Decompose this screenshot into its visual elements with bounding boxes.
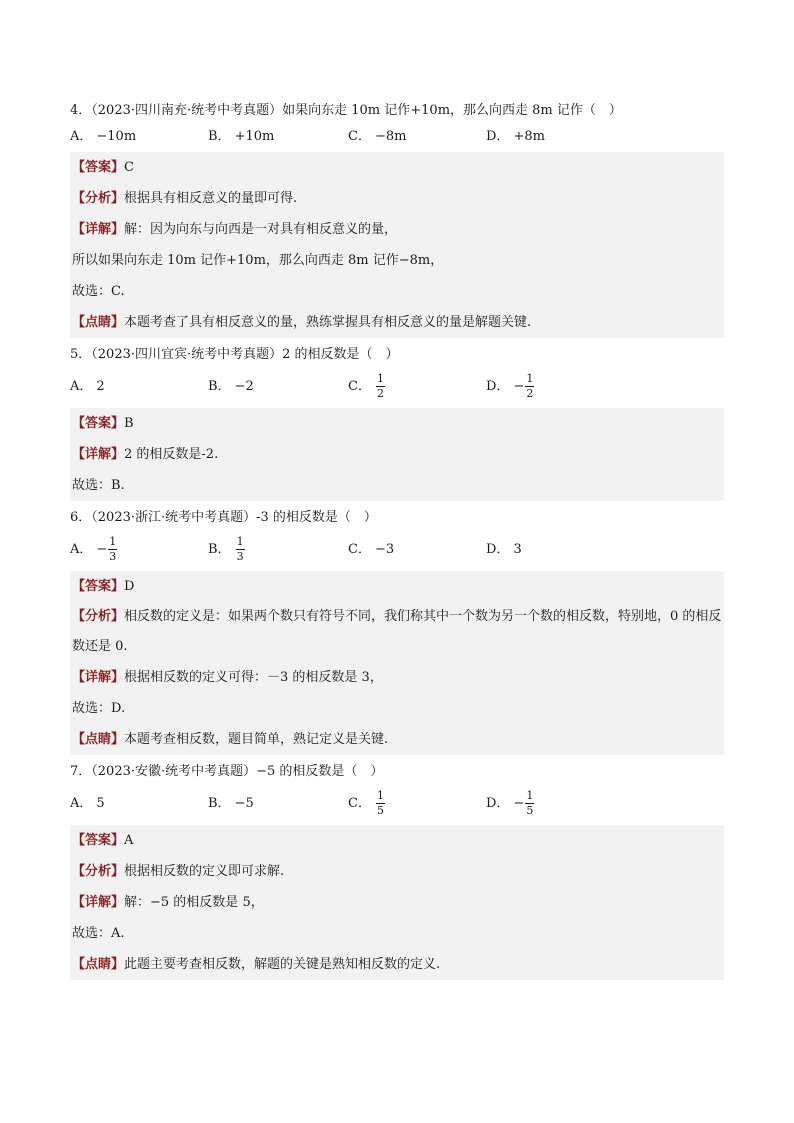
- option-text: −5: [234, 796, 254, 811]
- question-stem: 7．（2023·安徽·统考中考真题）−5 的相反数是（ ）: [70, 764, 384, 779]
- options-row: [70, 368, 724, 406]
- question-block: [70, 98, 724, 342]
- answer-panel: [70, 152, 724, 338]
- document-page: [70, 98, 724, 984]
- option-key: D．: [486, 796, 510, 811]
- option-c: [348, 785, 385, 823]
- fraction-numerator: 1: [526, 372, 534, 385]
- option-key: D．: [486, 542, 510, 557]
- answer-text: 解：因为向东与向西是一对具有相反意义的量，: [124, 222, 398, 237]
- fraction-denominator: 2: [376, 387, 384, 400]
- answer-row: [70, 662, 724, 693]
- option-text: +8m: [513, 129, 545, 144]
- option-text: +10m: [234, 129, 275, 144]
- options-row: [70, 124, 724, 150]
- fraction: [525, 373, 534, 400]
- option-key: B．: [208, 129, 231, 144]
- answer-row: [70, 408, 724, 439]
- answer-text: 根据相反数的定义即可求解.: [124, 864, 285, 879]
- option-a: [70, 785, 105, 823]
- answer-text: 根据具有相反意义的量即可得.: [124, 191, 298, 206]
- fraction-sign: −: [513, 796, 525, 811]
- answer-text: 根据相反数的定义可得：－3 的相反数是 3，: [124, 670, 383, 685]
- answer-row: [70, 602, 724, 662]
- question-stem: 4．（2023·四川南充·统考中考真题）如果向东走 10m 记作+10m，那么向西走 8m 记作（ ）: [70, 103, 622, 118]
- option-text: −10m: [96, 129, 137, 144]
- answer-row: [70, 856, 724, 887]
- answer-text: D: [124, 579, 135, 594]
- option-a: [70, 124, 136, 150]
- answer-text: 故选：D.: [72, 701, 126, 716]
- answer-tag: 【点睛】: [72, 732, 125, 747]
- answer-row: [70, 918, 724, 949]
- option-b: [208, 124, 274, 150]
- answer-text: B: [124, 416, 134, 431]
- option-key: B．: [208, 379, 231, 394]
- answer-row: [70, 214, 724, 245]
- answer-tag: 【详解】: [72, 895, 125, 910]
- answer-row: [70, 825, 724, 856]
- fraction-denominator: 5: [376, 804, 384, 817]
- fraction-denominator: 2: [526, 387, 534, 400]
- option-c: [348, 124, 406, 150]
- answer-row: [70, 949, 724, 980]
- option-key: A．: [70, 379, 93, 394]
- option-text: −2: [234, 379, 254, 394]
- option-key: C．: [348, 796, 371, 811]
- option-d: [486, 124, 545, 150]
- answer-row: [70, 571, 724, 602]
- option-a: [70, 531, 117, 569]
- answer-tag: 【答案】: [72, 416, 125, 431]
- fraction: [376, 373, 385, 400]
- answer-text: 故选：C.: [72, 284, 125, 299]
- answer-row: [70, 887, 724, 918]
- option-key: D．: [486, 379, 510, 394]
- answer-row: [70, 307, 724, 338]
- answer-text: 故选：A.: [72, 926, 125, 941]
- option-b: [208, 531, 245, 569]
- answer-tag: 【详解】: [72, 447, 125, 462]
- answer-panel: [70, 571, 724, 755]
- question-stem: 6．（2023·浙江·统考中考真题）-3 的相反数是（ ）: [70, 510, 377, 525]
- answer-text: 本题考查了具有相反意义的量，熟练掌握具有相反意义的量是解题关键.: [124, 315, 532, 330]
- answer-tag: 【点睛】: [72, 315, 125, 330]
- fraction: [376, 790, 385, 817]
- fraction-numerator: 1: [376, 372, 384, 385]
- question-block: [70, 342, 724, 505]
- answer-tag: 【答案】: [72, 160, 125, 175]
- answer-row: [70, 152, 724, 183]
- answer-tag: 【点睛】: [72, 957, 125, 972]
- answer-tag: 【分析】: [72, 191, 125, 206]
- option-text: 2: [96, 379, 105, 394]
- options-row: [70, 785, 724, 823]
- answer-row: [70, 183, 724, 214]
- option-key: A．: [70, 129, 93, 144]
- option-b: [208, 785, 254, 823]
- fraction: [525, 790, 534, 817]
- answer-tag: 【分析】: [72, 609, 125, 624]
- option-b: [208, 368, 254, 406]
- spacer: [70, 980, 724, 984]
- fraction-numerator: 1: [236, 535, 244, 548]
- option-c: [348, 368, 385, 406]
- option-key: A．: [70, 796, 93, 811]
- options-row: [70, 531, 724, 569]
- option-key: C．: [348, 542, 371, 557]
- answer-text: 2 的相反数是-2.: [124, 447, 219, 462]
- answer-text: 所以如果向东走 10m 记作+10m，那么向西走 8m 记作−8m，: [72, 253, 444, 268]
- fraction-sign: −: [513, 379, 525, 394]
- fraction-denominator: 3: [236, 550, 244, 563]
- option-key: B．: [208, 796, 231, 811]
- option-key: D．: [486, 129, 510, 144]
- option-a: [70, 368, 105, 406]
- answer-row: [70, 724, 724, 755]
- answer-text: 此题主要考查相反数，解题的关键是熟知相反数的定义.: [124, 957, 441, 972]
- answer-panel: [70, 825, 724, 980]
- answer-tag: 【详解】: [72, 222, 125, 237]
- fraction: [108, 536, 117, 563]
- answer-tag: 【答案】: [72, 579, 125, 594]
- answer-text: C: [124, 160, 134, 175]
- option-d: [486, 368, 534, 406]
- answer-panel: [70, 408, 724, 501]
- answer-row: [70, 470, 724, 501]
- option-text: 3: [513, 542, 522, 557]
- option-key: A．: [70, 542, 93, 557]
- option-text: 5: [96, 796, 105, 811]
- answer-text: 故选：B.: [72, 478, 125, 493]
- option-key: C．: [348, 129, 371, 144]
- option-c: [348, 531, 394, 569]
- answer-tag: 【详解】: [72, 670, 125, 685]
- answer-tag: 【答案】: [72, 833, 125, 848]
- answer-row: [70, 245, 724, 276]
- answer-text: 本题考查相反数，题目简单，熟记定义是关键.: [124, 732, 389, 747]
- fraction-denominator: 5: [526, 804, 534, 817]
- question-stem: 5．（2023·四川宜宾·统考中考真题）2 的相反数是（ ）: [70, 347, 399, 362]
- option-text: −8m: [374, 129, 407, 144]
- option-key: C．: [348, 379, 371, 394]
- option-key: B．: [208, 542, 231, 557]
- option-d: [486, 785, 534, 823]
- option-text: −3: [374, 542, 395, 557]
- option-d: [486, 531, 522, 569]
- question-block: [70, 759, 724, 984]
- fraction-numerator: 1: [376, 789, 384, 802]
- answer-row: [70, 439, 724, 470]
- answer-text: 相反数的定义是：如果两个数只有符号不同，我们称其中一个数为另一个数的相反数，特别地，0 的相反数还是 0.: [72, 609, 722, 654]
- question-block: [70, 505, 724, 759]
- fraction-denominator: 3: [109, 550, 117, 563]
- fraction-sign: −: [96, 542, 108, 557]
- answer-text: 解：−5 的相反数是 5，: [124, 895, 264, 910]
- fraction-numerator: 1: [526, 789, 534, 802]
- answer-tag: 【分析】: [72, 864, 125, 879]
- fraction-numerator: 1: [109, 535, 117, 548]
- answer-row: [70, 276, 724, 307]
- answer-text: A: [124, 833, 134, 848]
- fraction: [236, 536, 245, 563]
- answer-row: [70, 693, 724, 724]
